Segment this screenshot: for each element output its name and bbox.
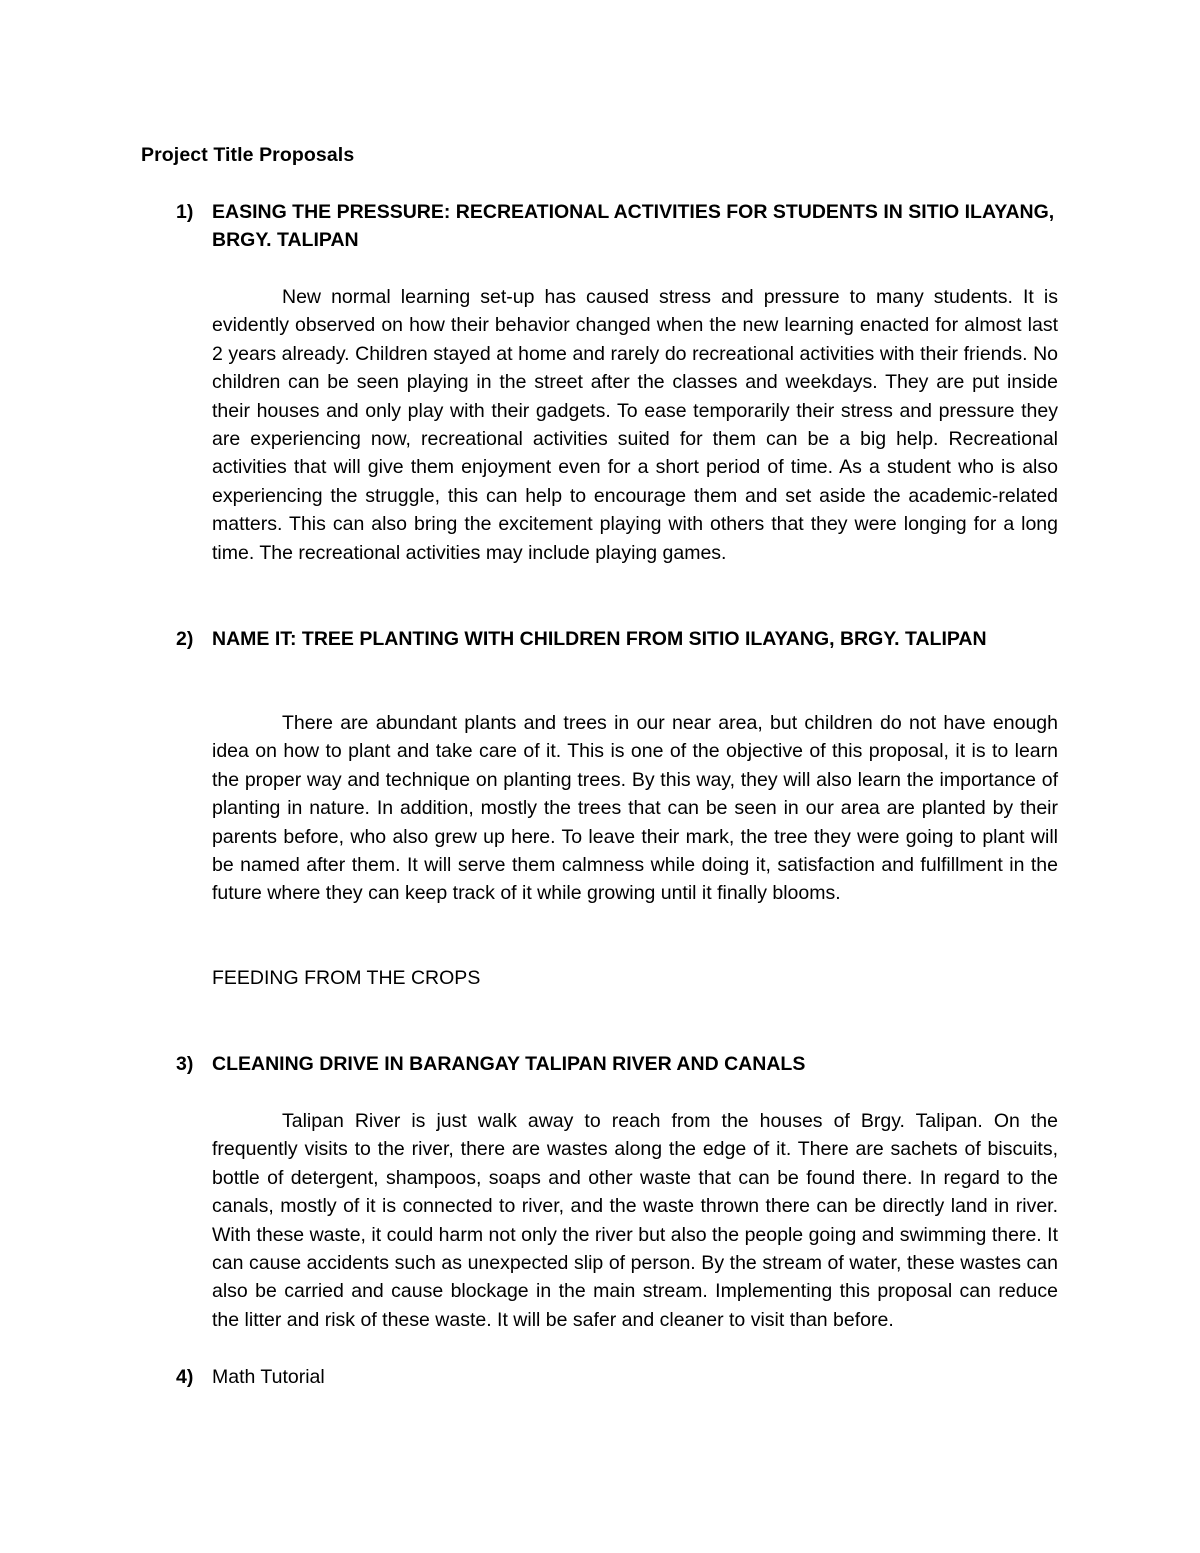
page-title: Project Title Proposals (141, 144, 355, 166)
proposal-2-heading: NAME IT: TREE PLANTING WITH CHILDREN FROM SITIO ILAYANG, BRGY. TALIPAN (212, 628, 987, 650)
proposal-3-heading: CLEANING DRIVE IN BARANGAY TALIPAN RIVER AND CANALS (212, 1053, 806, 1075)
proposal-2-number: 2) (176, 628, 194, 650)
proposal-3-body: Talipan River is just walk away to reach from the houses of Brgy. Talipan. On the frequently visits to the river, there are wastes along the edge of it. There are sachets of biscuits, bottle of detergent, shampoos, soaps and other waste that can be found there. In regard to the canals, mostly of it is connected to river, and the waste thrown there can be directly land in river. With these waste, it could harm not only the river but also the people going and swimming there. It can cause accidents such as unexpected slip of person. By the stream of water, these wastes can also be carried and cause blockage in the main stream. Implementing this proposal can reduce the litter and risk of these waste. It will be safer and cleaner to visit than before. (212, 1110, 1058, 1331)
proposal-4-heading: Math Tutorial (212, 1366, 325, 1388)
proposal-1-heading: EASING THE PRESSURE: RECREATIONAL ACTIVITIES FOR STUDENTS IN SITIO ILAYANG, BRGY. TALIPAN (212, 201, 1055, 252)
proposal-3-number: 3) (176, 1053, 194, 1075)
proposal-2-body: There are abundant plants and trees in our near area, but children do not have enough idea on how to plant and take care of it. This is one of the objective of this proposal, it is to learn the proper way and technique on planting trees. By this way, they will also learn the importance of planting in nature. In addition, mostly the trees that can be seen in our area are planted by their parents before, who also grew up here. To leave their mark, the tree they were going to plant will be named after them. It will serve them calmness while doing it, satisfaction and fulfillment in the future where they can keep track of it while growing until it finally blooms. (212, 712, 1058, 905)
proposal-4-number: 4) (176, 1366, 194, 1388)
proposal-1-body: New normal learning set-up has caused stress and pressure to many students. It is evidently observed on how their behavior changed when the new learning enacted for almost last 2 years already. Children stayed at home and rarely do recreational activities with their friends. No children can be seen playing in the street after the classes and weekdays. They are put inside their houses and only play with their gadgets. To ease temporarily their stress and pressure they are experiencing now, recreational activities suited for them can be a big help. Recreational activities that will give them enjoyment even for a short period of time. As a student who is also experiencing the struggle, this can help to encourage them and set aside the academic-related matters. This can also bring the excitement playing with others that they were longing for a long time. The recreational activities may include playing games. (212, 286, 1058, 564)
proposal-2-extra-line: FEEDING FROM THE CROPS (212, 967, 481, 989)
proposal-1-number: 1) (176, 201, 194, 223)
